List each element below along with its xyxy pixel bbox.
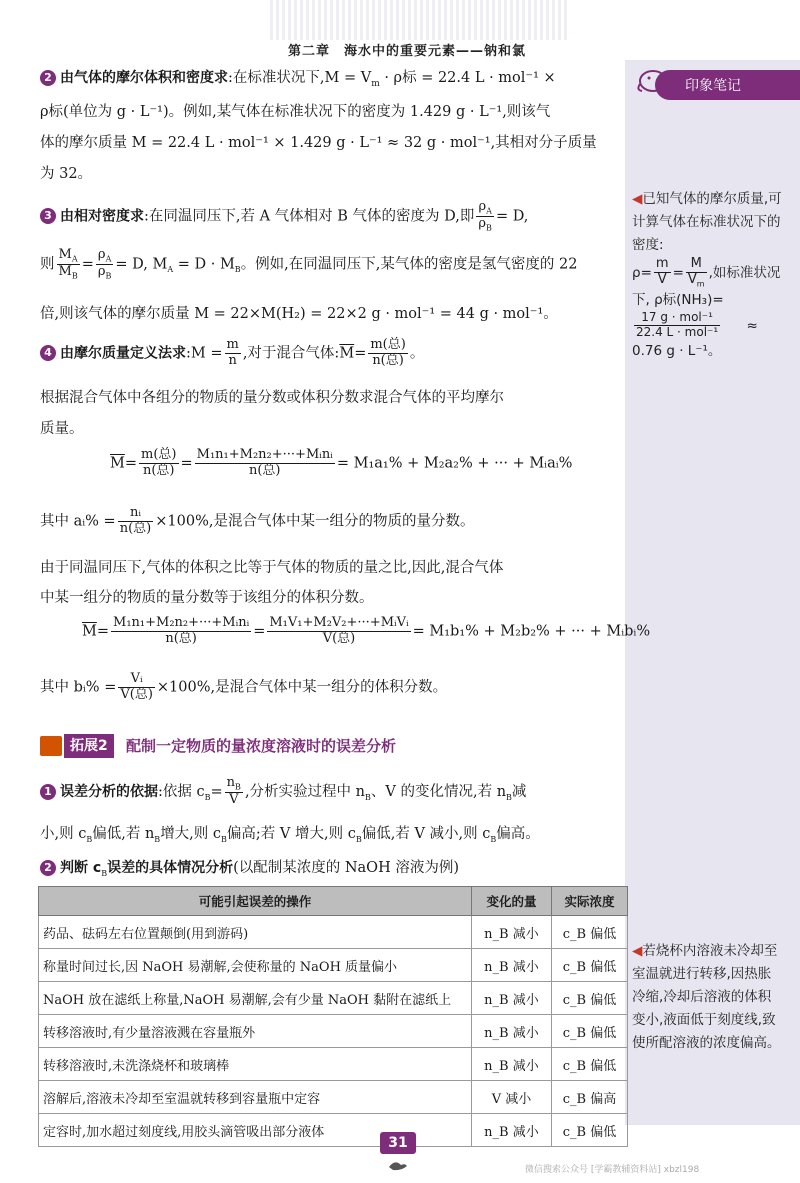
s2-item1-text4: 减 xyxy=(511,783,527,800)
para2-pre: 其中 aᵢ% = xyxy=(40,513,116,530)
note-marker-icon: ◀ xyxy=(632,191,643,207)
change-cell: V 减小 xyxy=(471,1081,551,1114)
s2-item1-text2: ,分析实验过程中 n xyxy=(244,783,365,800)
section2-tag: 拓展2 xyxy=(64,734,114,758)
density-ratio-fraction-2: $\frac{\rho_A}{\rho_B}$ xyxy=(97,247,112,281)
chapter-title: 第二章 海水中的重要元素——钠和氯 xyxy=(288,44,527,59)
change-cell: n_B 减小 xyxy=(471,982,551,1015)
item3-then: 则 xyxy=(40,256,55,273)
item4-heading: 由摩尔质量定义法求 xyxy=(60,345,186,362)
note1-text1: 已知气体的摩尔质量,可计算气体在标准状况下的密度: xyxy=(632,191,782,253)
note1-rho-nh3: ρ标(NH₃)= xyxy=(654,291,724,308)
para1-line2: 质量。 xyxy=(40,421,84,437)
elephant-icon xyxy=(636,64,670,94)
item3-eqD: = D, xyxy=(495,208,529,225)
header-operation: 可能引起误差的操作 xyxy=(39,887,472,916)
section2-header xyxy=(40,732,620,760)
s2-l2d: 偏高;若 V 增大,则 c xyxy=(226,826,356,842)
concentration-cell: c_B 偏低 xyxy=(551,949,627,982)
number-badge-s2-1: 1 xyxy=(40,784,56,800)
para3-line2: 中某一组分的物质的量分数等于该组分的体积分数。 xyxy=(40,590,374,606)
book-icon xyxy=(40,736,62,756)
notes-header xyxy=(655,70,800,100)
number-badge-3: 3 xyxy=(40,208,56,224)
para4-post: ×100%,是混合气体中某一组分的体积分数。 xyxy=(156,679,448,696)
concentration-cell: c_B 偏低 xyxy=(551,1048,627,1081)
change-cell: n_B 减小 xyxy=(471,1015,551,1048)
note1-approx: ≈ xyxy=(746,317,758,334)
header-change: 变化的量 xyxy=(471,887,551,916)
para2 xyxy=(40,506,474,537)
m-over-n-fraction: $\frac{m}{n}$ xyxy=(226,337,239,368)
s2-l2a: 小,则 c xyxy=(40,826,87,842)
s2-l2f: 偏高。 xyxy=(496,826,540,842)
header-concentration: 实际浓度 xyxy=(551,887,627,916)
s2-item2-head2: 误差的具体情况分析 xyxy=(107,860,234,876)
item4-line1: 4 由摩尔质量定义法求:M = $\frac{m}{n}$ ,对于混合气体$:\overline{M}=$ $\frac{\text{m(总)}}{\text{n(总)}}$ 。 xyxy=(40,338,424,369)
cB-fraction: $\frac{n_B}{V}$ xyxy=(226,775,241,807)
operation-cell: 溶解后,溶液未冷却至室温就转移到容量瓶中定容 xyxy=(39,1081,472,1114)
formula2-tail: = M₁b₁% + M₂b₂% + ··· + Mᵢbᵢ% xyxy=(412,623,651,640)
para4-pre: 其中 bᵢ% = xyxy=(40,679,117,696)
formula1-fraction: $\frac{\text{M₁n₁+M₂n₂+···+Mᵢnᵢ}}{\text{n(总)}}$ xyxy=(196,447,333,478)
table-header-row xyxy=(39,887,628,916)
item2-text1: :在标准状况下,M = V xyxy=(228,70,372,86)
number-badge-s2-2: 2 xyxy=(40,860,56,876)
item3-line1 xyxy=(40,200,528,233)
footer-watermark: 微信搜索公众号 [学霸教辅资料站] xbzl198 xyxy=(525,1165,700,1175)
s2-item1-line1: 1 误差分析的依据:依据 $c_B=$ $\frac{n_B}{V}$ ,分析实验过程中 $n_B$、V 的变化情况,若 $n_B$减 xyxy=(40,776,526,808)
number-badge-2: 2 xyxy=(40,70,56,86)
operation-cell: 称量时间过长,因 NaOH 易潮解,会使称量的 NaOH 质量偏小 xyxy=(39,949,472,982)
notes-title: 印象笔记 xyxy=(685,78,741,94)
note2 xyxy=(632,940,782,1055)
item2-line1: 2 由气体的摩尔体积和密度求:在标准状况下$,M = V_m \cdot \rho$标 = 22.4 L · mol⁻¹ × xyxy=(40,66,556,89)
table-row xyxy=(39,916,628,949)
operation-cell: 转移溶液时,有少量溶液溅在容量瓶外 xyxy=(39,1015,472,1048)
item3-mid: = D, M xyxy=(115,256,168,273)
s2-item1-heading: 误差分析的依据 xyxy=(60,783,158,800)
para2-post: ×100%,是混合气体中某一组分的物质的量分数。 xyxy=(155,513,475,530)
mass-ratio-fraction: $\frac{M_A}{M_B}$ xyxy=(58,247,78,281)
item2-line4: 为 32。 xyxy=(40,166,93,182)
item3-heading: 由相对密度求 xyxy=(60,208,144,225)
formula2-fraction2: $\frac{\text{M₁V₁+M₂V₂+···+MᵢVᵢ}}{\text{V(总)}}$ xyxy=(269,615,409,646)
item2-heading: 由气体的摩尔体积和密度求 xyxy=(60,70,228,86)
error-table xyxy=(38,886,628,1147)
operation-cell: 转移溶液时,未洗涤烧杯和玻璃棒 xyxy=(39,1048,472,1081)
concentration-cell: c_B 偏低 xyxy=(551,916,627,949)
item3-rest: 。例如,在同温同压下,某气体的密度是氢气密度的 22 xyxy=(240,256,578,273)
note1-fraction: $\frac{\text{17 g · mol⁻¹}}{\text{22.4 L · mol⁻¹}}$ xyxy=(636,310,719,340)
para3-line1: 由于同温同压下,气体的体积之比等于气体的物质的量之比,因此,混合气体 xyxy=(40,560,504,576)
s2-item1-line2: 小,则 $c_B$偏低,若 $n_B$增大,则 $c_B$偏高;若 V 增大,则 $c_B$偏低,若 V 减小,则 $c_B$偏高。 xyxy=(40,826,540,844)
note1: ◀已知气体的摩尔质量,可计算气体在标准状况下的密度: ρ= $\frac{m}{V}$ = $\frac{M}{V_m}$ ,如标准状况下, ρ标(NH₃)= $\frac{\text{17 g · mol⁻¹}}{\text{22.4 L · mol⁻¹}}$ ≈ 0.76 g · L⁻¹。 xyxy=(632,191,782,360)
item2-line3: 体的摩尔质量 M = 22.4 L · mol⁻¹ × 1.429 g · L⁻¹ ≈ 32 g · mol⁻¹,其相对分子质量 xyxy=(40,135,597,151)
item2-text2: · ρ标 = 22.4 L · mol⁻¹ × xyxy=(379,70,556,86)
table-row xyxy=(39,1081,628,1114)
concentration-cell: c_B 偏低 xyxy=(551,982,627,1015)
note-marker-icon-2: ◀ xyxy=(632,943,643,959)
s2-item2-sub: (以配制某浓度的 NaOH 溶液为例) xyxy=(233,860,459,876)
change-cell: n_B 减小 xyxy=(471,916,551,949)
item3-mid2: = D · M xyxy=(173,256,235,273)
formula2-fraction1: $\frac{\text{M₁n₁+M₂n₂+···+Mᵢnᵢ}}{\text{n(总)}}$ xyxy=(113,615,250,646)
formula1: $\overline{M}=$ $\frac{\text{m(总)}}{\text{n(总)}}$ = $\frac{\text{M₁n₁+M₂n₂+···+Mᵢnᵢ}}{\text{n(总)}}$ = M₁a₁% + M₂a₂% + ··· + Mᵢaᵢ% xyxy=(110,447,573,478)
change-cell: n_B 减小 xyxy=(471,1048,551,1081)
formula1-tail: = M₁a₁% + M₂a₂% + ··· + Mᵢaᵢ% xyxy=(336,455,573,472)
note1-result: 0.76 g · L⁻¹。 xyxy=(632,343,722,360)
density-ratio-fraction: $\frac{\rho_A}{\rho_B}$ xyxy=(478,199,492,233)
operation-cell: 药品、砝码左右位置颠倒(用到游码) xyxy=(39,916,472,949)
concentration-cell: c_B 偏高 xyxy=(551,1081,627,1114)
item3-line2: 则 $\frac{M_A}{M_B}$ = $\frac{\rho_A}{\rho_B}$ = D, $M_A = D \cdot M_B$。例如,在同温同压下,某气体的密度是氢气密度的 22 xyxy=(40,247,578,281)
s2-item2-line: 2 判断 $c_B$误差的具体情况分析(以配制某浓度的 NaOH 溶液为例) xyxy=(40,856,459,878)
table-row xyxy=(39,1114,628,1147)
item4-text2: ,对于混合气体: xyxy=(242,345,340,362)
s2-item1-text3: 、V 的变化情况,若 n xyxy=(370,783,507,800)
operation-cell: 定容时,加水超过刻度线,用胶头滴管吸出部分液体 xyxy=(39,1114,472,1147)
table-row xyxy=(39,949,628,982)
s2-item1-text1: :依据 c xyxy=(158,783,205,800)
para4-fraction: $\frac{\text{Vᵢ}}{\text{V(总)}}$ xyxy=(120,671,153,702)
item4-text1: :M = xyxy=(186,345,223,362)
s2-l2b: 偏低,若 n xyxy=(92,826,155,842)
concentration-cell: c_B 偏低 xyxy=(551,1015,627,1048)
number-badge-4: 4 xyxy=(40,345,56,361)
item2-line2: ρ标(单位为 g · L⁻¹)。例如,某气体在标准状况下的密度为 1.429 g · L⁻¹,则该气 xyxy=(40,104,551,120)
table-row xyxy=(39,1048,628,1081)
change-cell: n_B 减小 xyxy=(471,949,551,982)
total-fraction: $\frac{\text{m(总)}}{\text{n(总)}}$ xyxy=(370,337,406,368)
item3-text1: :在同温同压下,若 A 气体相对 B 气体的密度为 D,即 xyxy=(144,208,475,225)
item3-line3: 倍,则该气体的摩尔质量 M = 22×M(H₂) = 22×2 g · mol⁻¹ = 44 g · mol⁻¹。 xyxy=(40,306,558,322)
table-row xyxy=(39,982,628,1015)
s2-l2c: 增大,则 c xyxy=(160,826,222,842)
note1-rho: ρ= xyxy=(632,264,652,281)
s2-item2-head: 判断 c xyxy=(60,860,102,876)
note2-text: 若烧杯内溶液未冷却至室温就进行转移,因热胀冷缩,冷却后溶液的体积变小,液面低于刻度线,致使所配溶液的浓度偏高。 xyxy=(632,943,781,1051)
page-number: 31 xyxy=(380,1132,416,1154)
header-pattern xyxy=(270,0,570,40)
table-row xyxy=(39,1015,628,1048)
change-cell: n_B 减小 xyxy=(471,1114,551,1147)
para1-line1: 根据混合气体中各组分的物质的量分数或体积分数求混合气体的平均摩尔 xyxy=(40,390,504,406)
para2-fraction: $\frac{\text{nᵢ}}{\text{n(总)}}$ xyxy=(119,505,152,536)
operation-cell: NaOH 放在滤纸上称量,NaOH 易潮解,会有少量 NaOH 黏附在滤纸上 xyxy=(39,982,472,1015)
note1-after: ,如标准状况下, xyxy=(632,264,781,308)
concentration-cell: c_B 偏低 xyxy=(551,1114,627,1147)
footer-bird-icon xyxy=(387,1157,409,1173)
section2-title: 配制一定物质的量浓度溶液时的误差分析 xyxy=(126,737,397,755)
s2-l2e: 偏低,若 V 减小,则 c xyxy=(361,826,491,842)
formula2: $\overline{M}=$ $\frac{\text{M₁n₁+M₂n₂+···+Mᵢnᵢ}}{\text{n(总)}}$ = $\frac{\text{M₁V₁+M₂V₂+···+MᵢVᵢ}}{\text{V(总)}}$ = M₁b₁% + M₂b₂% + ··· + Mᵢbᵢ% xyxy=(82,615,651,646)
para4 xyxy=(40,672,447,703)
